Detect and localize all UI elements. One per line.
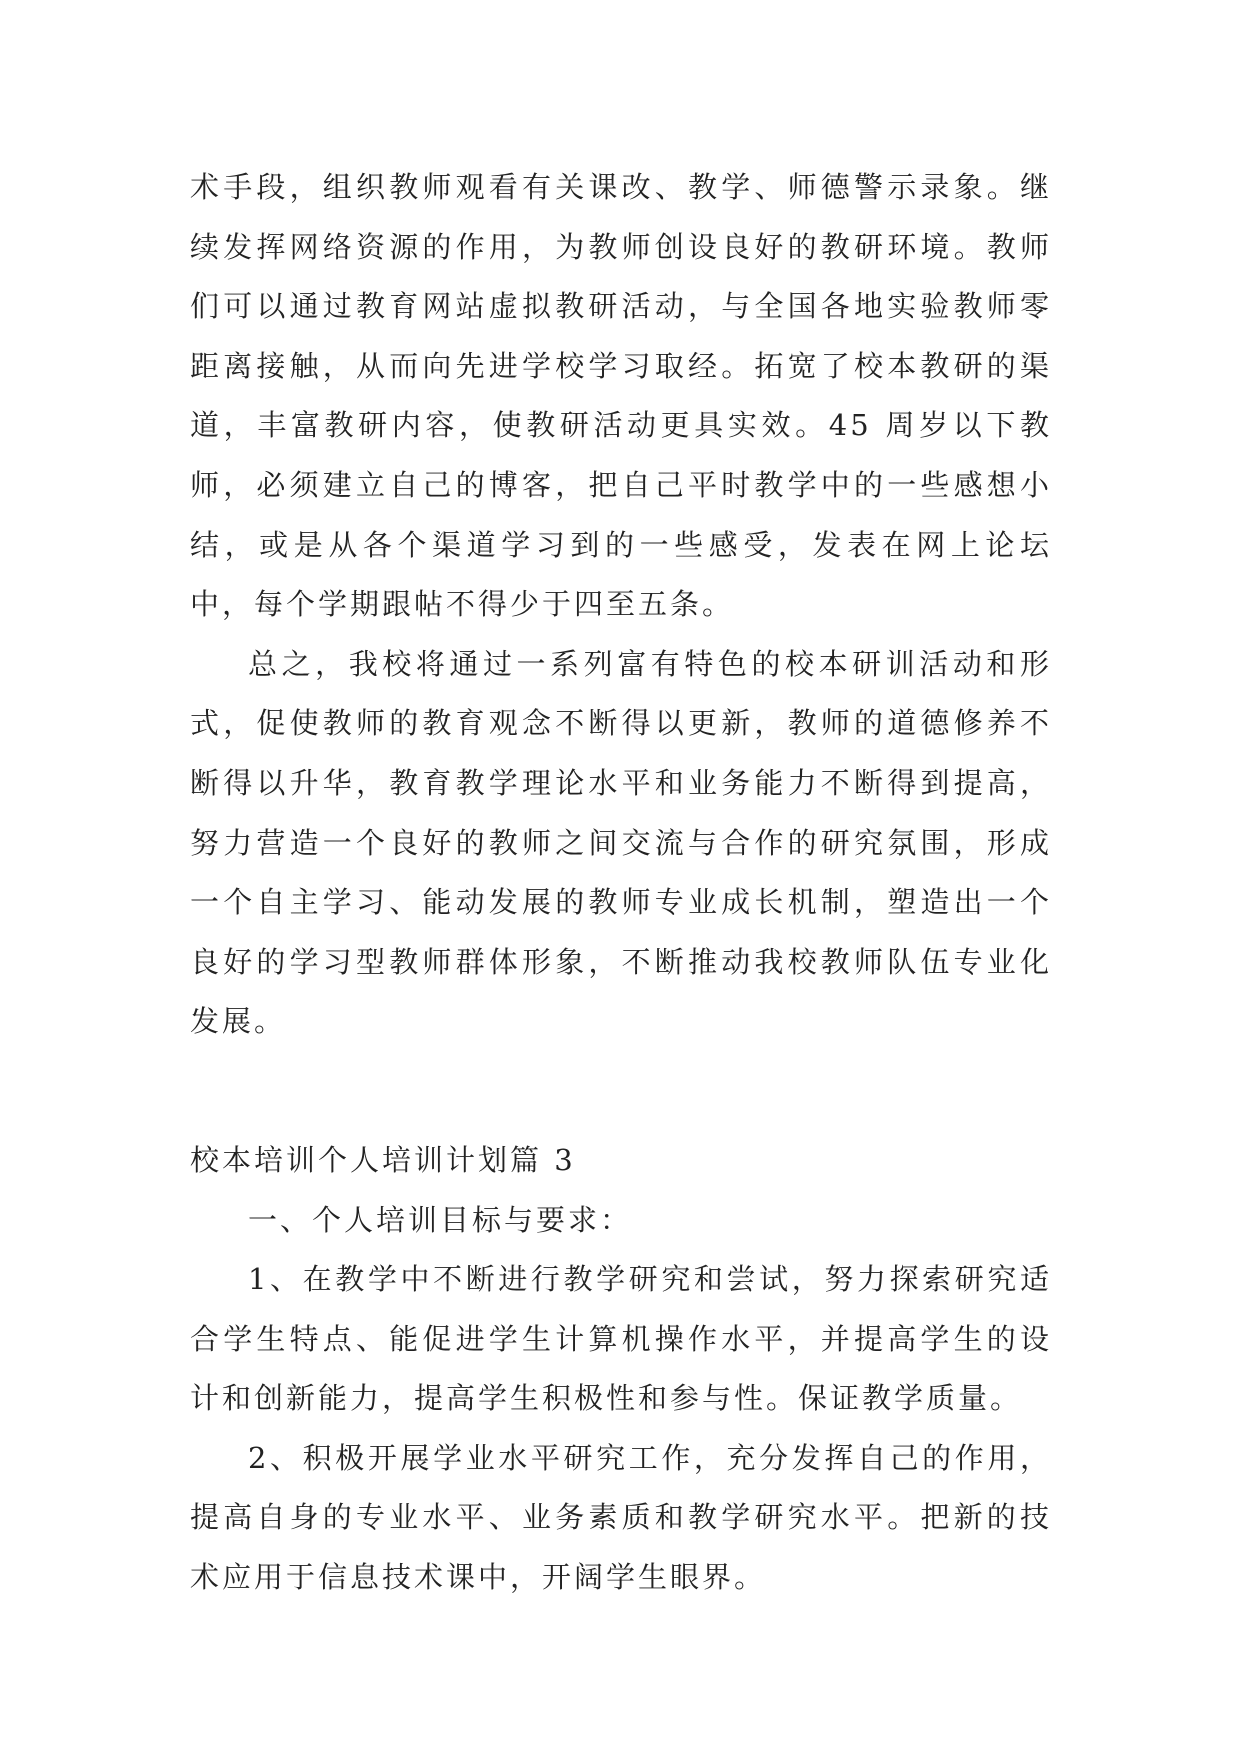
section-heading: 校本培训个人培训计划篇 3 — [190, 1142, 576, 1177]
paragraph-item-2: 2、积极开展学业水平研究工作，充分发挥自己的作用，提高自身的专业水平、业务素质和教学研究水平。把新的技术应用于信息技术课中，开阔学生眼界。 — [190, 1440, 1052, 1595]
document-body — [190, 158, 1052, 1608]
paragraph-item-1: 1、在教学中不断进行教学研究和尝试，努力探索研究适合学生特点、能促进学生计算机操作水平，并提高学生的设计和创新能力，提高学生积极性和参与性。保证教学质量。 — [190, 1262, 1052, 1416]
paragraph-continuation: 术手段，组织教师观看有关课改、教学、师德警示录象。继续发挥网络资源的作用，为教师创设良好的教研环境。教师们可以通过教育网站虚拟教研活动，与全国各地实验教师零距离接触，从而向先进学校学习取经。拓宽了校本教研的渠道，丰富教研内容，使教研活动更具实效。45 周岁以下教师，必须建立自己的博客，把自己平时教学中的一些感想小结，或是从各个渠道学习到的一些感受，发表在网上论坛中，每个学期跟帖不得少于四至五条。 — [190, 170, 1052, 622]
paragraph-conclusion: 总之，我校将通过一系列富有特色的校本研训活动和形式，促使教师的教育观念不断得以更新，教师的道德修养不断得以升华，教育教学理论水平和业务能力不断得到提高，努力营造一个良好的教师之间交流与合作的研究氛围，形成一个自主学习、能动发展的教师专业成长机制，塑造出一个良好的学习型教师群体形象，不断推动我校教师队伍专业化发展。 — [190, 646, 1052, 1039]
paragraph-subheading: 一、个人培训目标与要求： — [248, 1202, 633, 1237]
